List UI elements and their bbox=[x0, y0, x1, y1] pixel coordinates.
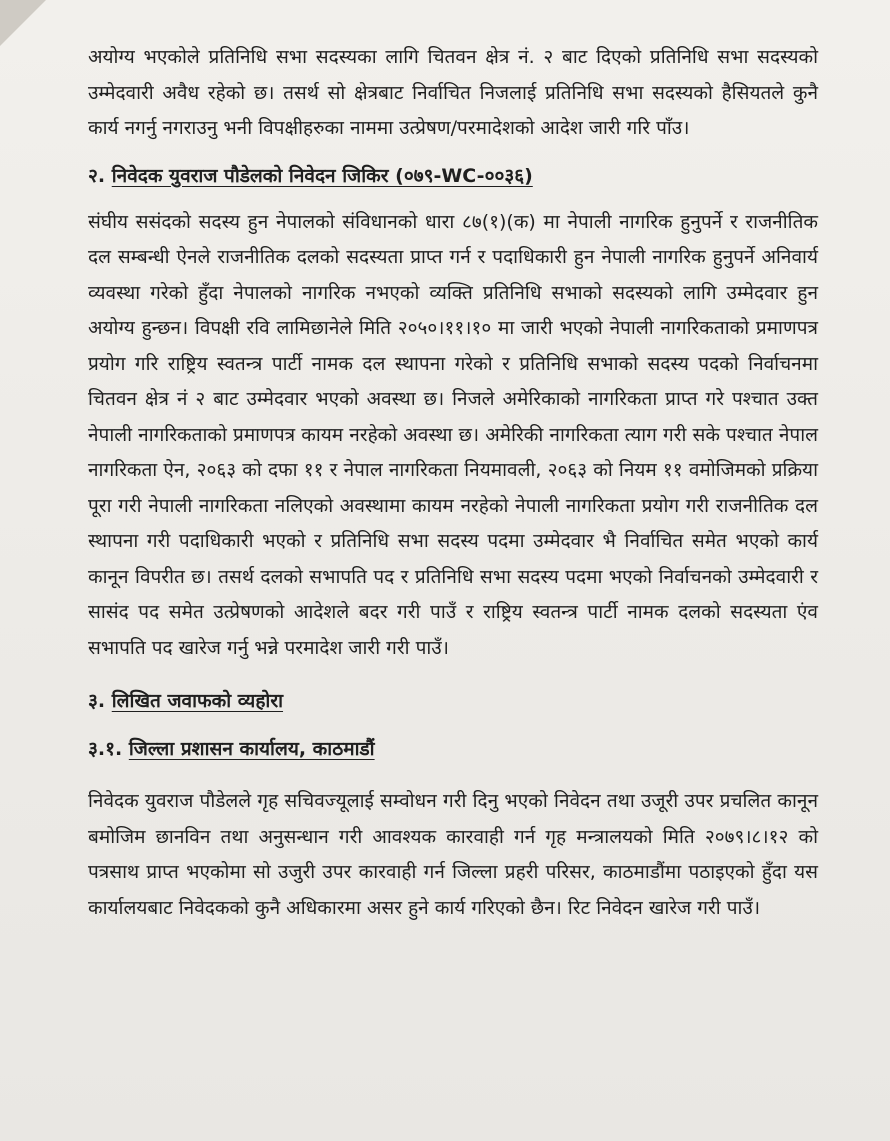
section-3-1-number: ३.१. bbox=[88, 738, 123, 760]
section-2-title: निवेदक युवराज पौडेलको निवेदन जिकिर (०७९-WC-००३६) bbox=[111, 164, 533, 187]
paragraph-continuation: अयोग्य भएकोले प्रतिनिधि सभा सदस्यका लागि चितवन क्षेत्र नं. २ बाट दिएको प्रतिनिधि सभा सदस्यको उम्मेदवारी अवैध रहेको छ। तसर्थ सो क्षेत्रबाट निर्वाचित निजलाई प्रतिनिधि सभा सदस्यको हैसियतले कुनै कार्य नगर्नु नगराउनु भनी विपक्षीहरुका नाममा उत्प्रेषण/परमादेशको आदेश जारी गरि पाँउ। bbox=[88, 46, 818, 139]
document-content bbox=[88, 40, 818, 926]
section-3-heading bbox=[88, 686, 818, 716]
section-3-1-heading bbox=[88, 734, 818, 764]
section-3-1-body: निवेदक युवराज पौडेलले गृह सचिवज्यूलाई सम्वोधन गरी दिनु भएको निवेदन तथा उजूरी उपर प्रचलित कानून बमोजिम छानविन तथा अनुसन्धान गरी आवश्यक कारवाही गर्न गृह मन्त्रालयको मिति २०७९।८।१२ को पत्रसाथ प्राप्त भएकोमा सो उजुरी उपर कारवाही गर्न जिल्ला प्रहरी परिसर, काठमाडौंमा पठाइएको हुँदा यस कार्यालयबाट निवेदकको कुनै अधिकारमा असर हुने कार्य गरिएको छैन। रिट निवेदन खारेज गरी पाउँ। bbox=[88, 790, 818, 919]
section-2-body: संघीय ससंदको सदस्य हुन नेपालको संविधानको धारा ८७(१)(क) मा नेपाली नागरिक हुनुपर्ने र राजनीतिक दल सम्बन्धी ऐनले राजनीतिक दलको सदस्यता प्राप्त गर्न र पदाधिकारी हुन नेपाली नागरिक हुनुपर्ने अनिवार्य व्यवस्था गरेको हुँदा नेपालको नागरिक नभएको व्यक्ति प्रतिनिधि सभाको सदस्यको लागि उम्मेदवार हुन अयोग्य हुन्छन। विपक्षी रवि लामिछानेले मिति २०५०।११।१० मा जारी भएको नेपाली नागरिकताको प्रमाणपत्र प्रयोग गरि राष्ट्रिय स्वतन्त्र पार्टी नामक दल स्थापना गरेको र प्रतिनिधि सभाको सदस्य पदको निर्वाचनमा चितवन क्षेत्र नं २ बाट उम्मेदवार भएको अवस्था छ। निजले अमेरिकाको नागरिकता प्राप्त गरे पश्चात उक्त नेपाली नागरिकताको प्रमाणपत्र कायम नरहेको अवस्था छ। अमेरिकी नागरिकता त्याग गरी सके पश्चात नेपाल नागरिकता ऐन, २०६३ को दफा ११ र नेपाल नागरिकता नियमावली, २०६३ को नियम ११ वमोजिमको प्रक्रिया पूरा गरी नेपाली नागरिकता नलिएको अवस्थामा कायम नरहेको नेपाली नागरिकता प्रयोग गरी राजनीतिक दल स्थापना गरी पदाधिकारी भएको र प्रतिनिधि सभा सदस्य पदमा उम्मेदवार भै निर्वाचित समेत भएको कार्य कानून विपरीत छ। तसर्थ दलको सभापति पद र प्रतिनिधि सभा सदस्य पदमा भएको निर्वाचनको उम्मेदवारी र सासंद पद समेत उत्प्रेषणको आदेशले बदर गरी पाउँ र राष्ट्रिय स्वतन्त्र पार्टी नामक दलको सदस्यता एंव सभापति पद खारेज गर्नु भन्ने परमादेश जारी गरी पाउँ। bbox=[88, 210, 818, 659]
section-2-heading bbox=[88, 161, 818, 191]
section-3-title: लिखित जवाफको व्यहोरा bbox=[111, 690, 284, 712]
section-2-number: २. bbox=[88, 164, 106, 187]
section-3-1-title: जिल्ला प्रशासन कार्यालय, काठमाडौं bbox=[128, 738, 375, 760]
section-3-number: ३. bbox=[88, 690, 106, 712]
page-corner-shadow bbox=[0, 0, 46, 46]
